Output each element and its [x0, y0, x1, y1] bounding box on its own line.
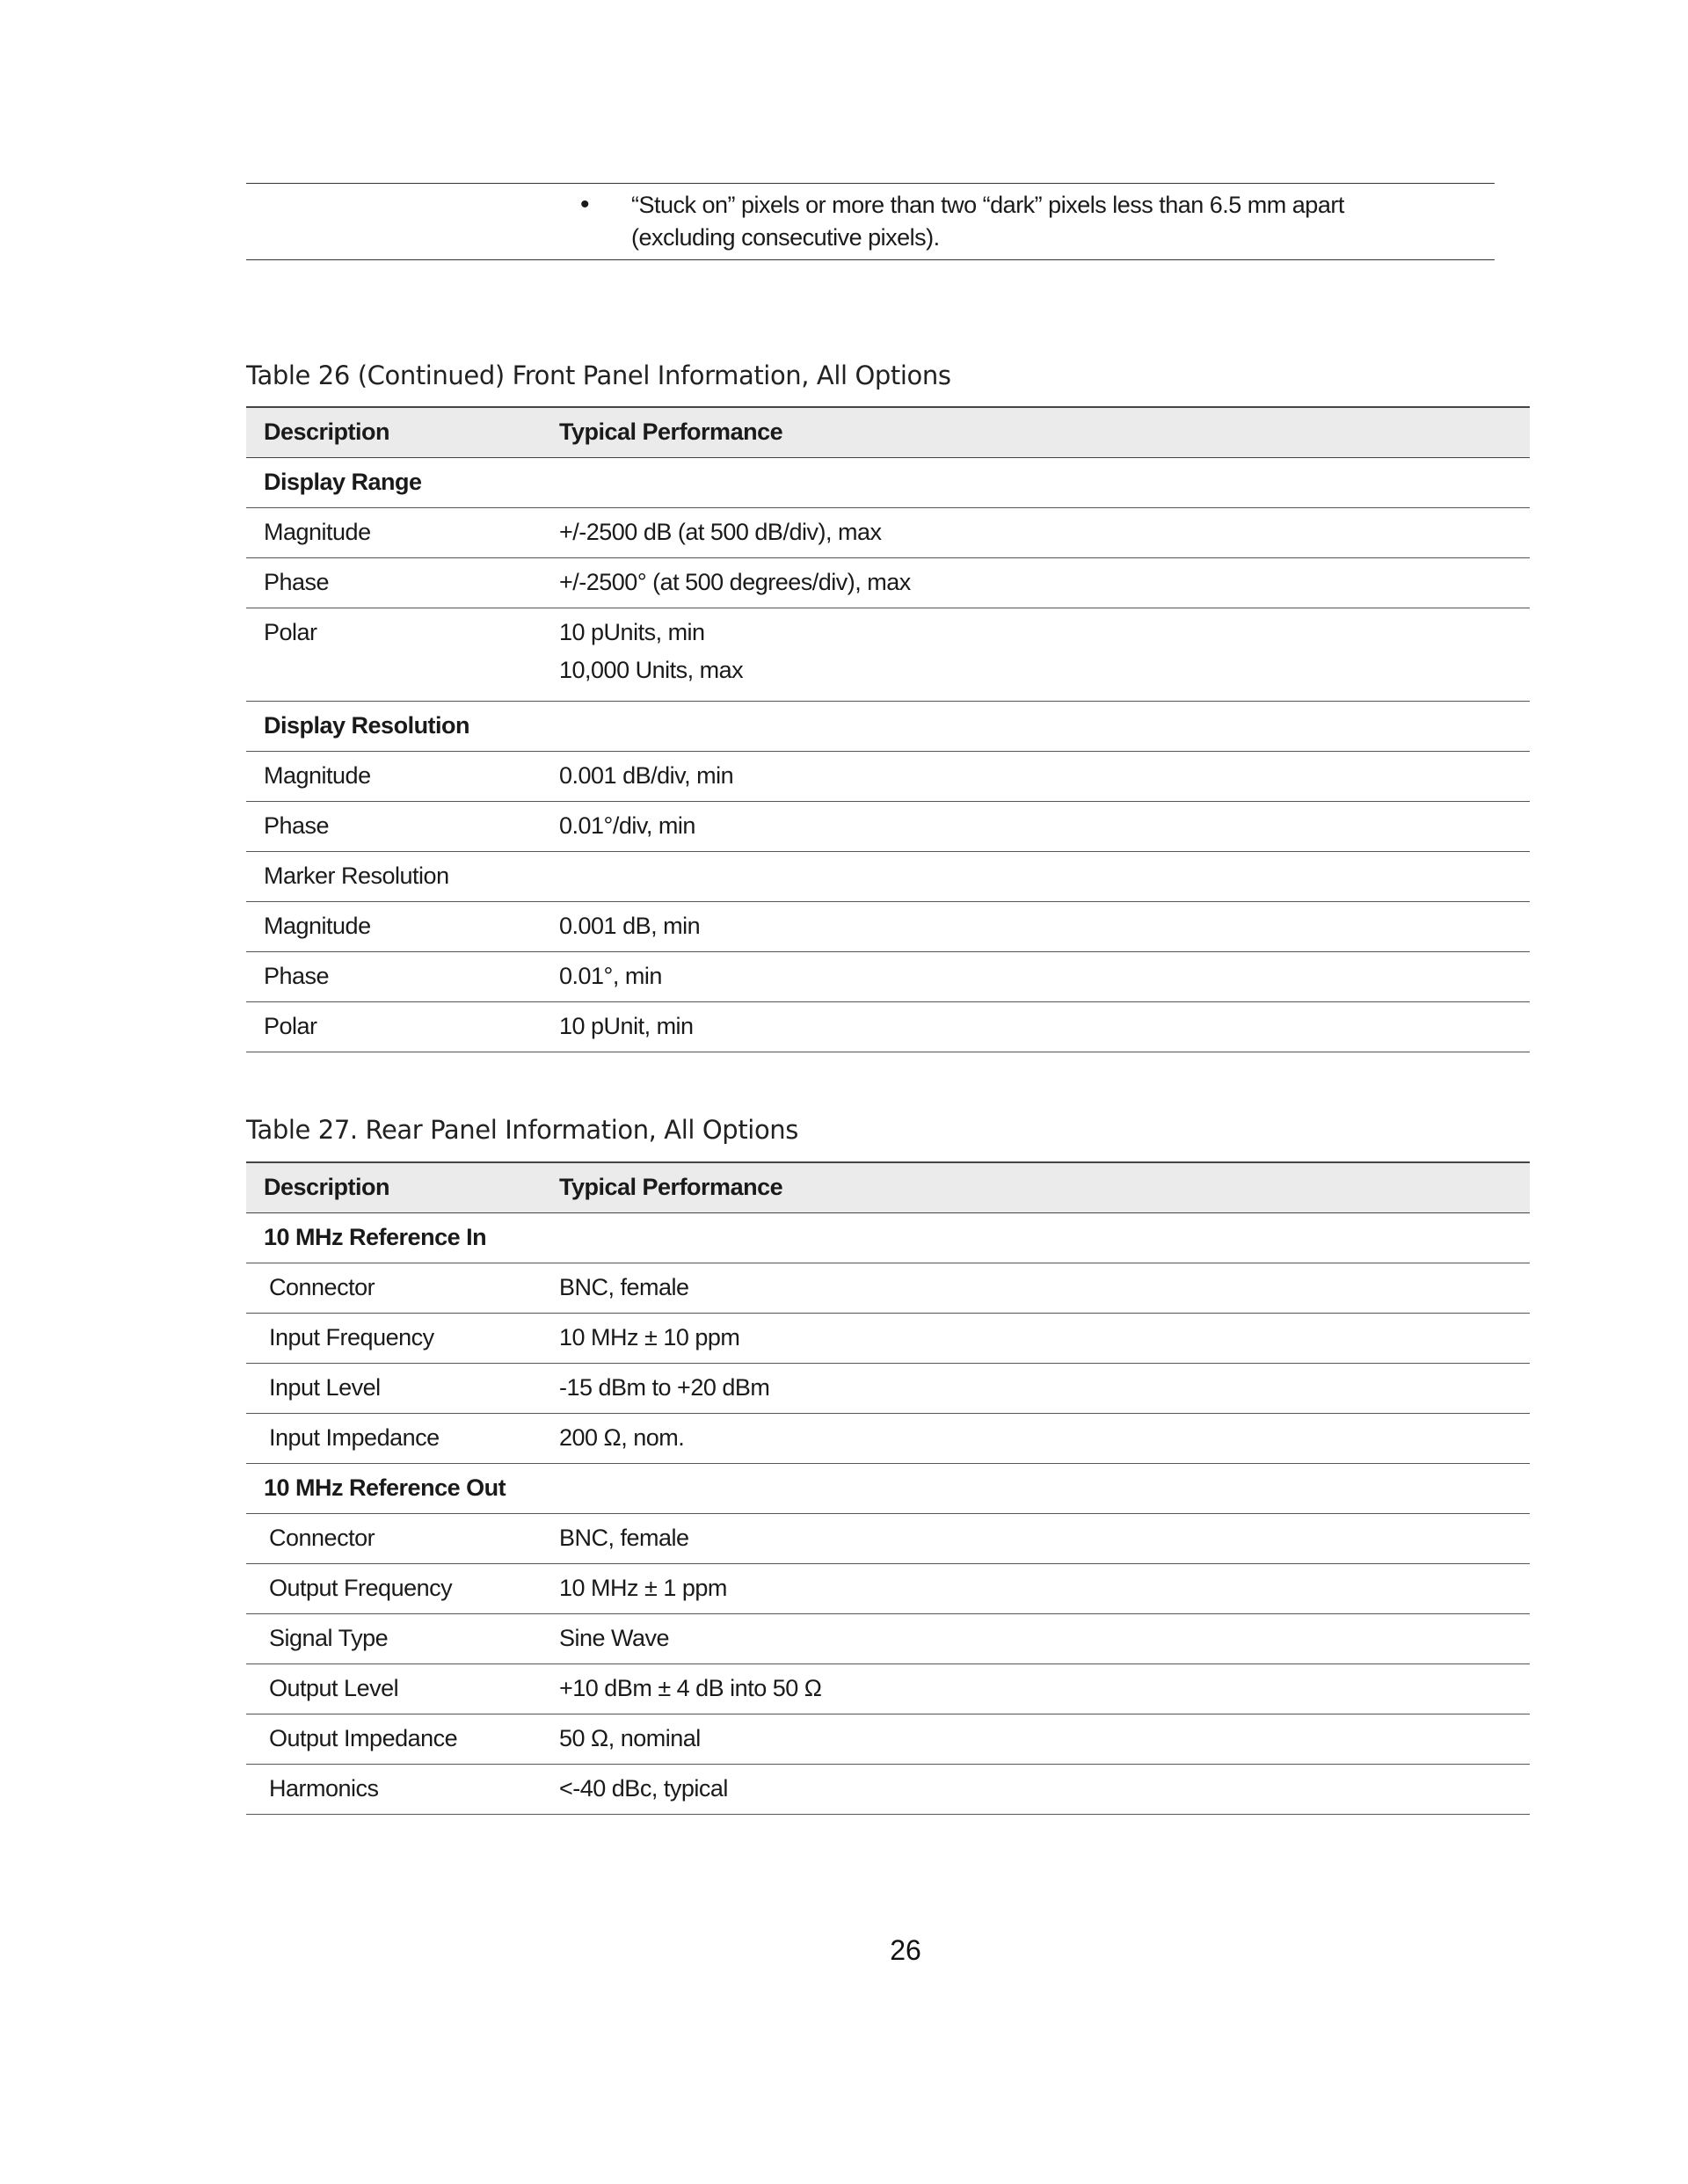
table-row	[246, 1764, 1530, 1814]
row-performance: 10 pUnit, min	[559, 1013, 694, 1039]
row-description: Input Impedance	[269, 1424, 440, 1451]
row-description: Magnitude	[264, 762, 371, 789]
table-row	[246, 801, 1530, 851]
table-row	[246, 1613, 1530, 1663]
row-description: Connector	[269, 1525, 375, 1551]
row-performance: +/-2500° (at 500 degrees/div), max	[559, 569, 911, 595]
row-performance	[559, 608, 1530, 701]
continuation-text	[631, 189, 1458, 254]
table-row	[246, 951, 1530, 1001]
header-performance: Typical Performance	[559, 419, 783, 446]
table-header-row	[246, 1162, 1530, 1212]
row-description: Output Level	[269, 1675, 399, 1701]
row-performance: 0.01°, min	[559, 963, 662, 989]
table-row	[246, 1714, 1530, 1764]
table-row	[246, 1463, 1530, 1513]
row-performance: 0.01°/div, min	[559, 812, 695, 839]
row-description: Harmonics	[269, 1775, 379, 1802]
table-row	[246, 1212, 1530, 1263]
row-description: Input Level	[269, 1374, 381, 1401]
row-performance: +/-2500 dB (at 500 dB/div), max	[559, 519, 882, 545]
row-performance	[559, 1463, 1530, 1513]
row-performance: -15 dBm to +20 dBm	[559, 1374, 770, 1401]
header-description: Description	[264, 1174, 390, 1201]
table-row	[246, 557, 1530, 608]
row-performance	[559, 1212, 1530, 1263]
table-row	[246, 1313, 1530, 1363]
row-description: Signal Type	[269, 1625, 389, 1651]
row-description: Display Resolution	[264, 712, 470, 739]
row-performance	[559, 851, 1530, 901]
row-description: Output Impedance	[269, 1725, 458, 1751]
continuation-line: (excluding consecutive pixels).	[631, 224, 940, 251]
row-description: Polar	[264, 618, 317, 645]
row-description: Output Frequency	[269, 1575, 453, 1601]
page-number: 26	[890, 1934, 921, 1966]
table-row	[246, 851, 1530, 901]
table-row	[246, 1263, 1530, 1313]
row-performance	[559, 457, 1530, 507]
row-description: Display Range	[264, 469, 422, 495]
table-26-caption: Table 26 (Continued) Front Panel Information, All Options	[246, 360, 951, 390]
row-performance	[559, 701, 1530, 751]
row-description: Connector	[269, 1274, 375, 1300]
row-performance: 10 MHz ± 1 ppm	[559, 1575, 727, 1601]
header-description: Description	[264, 419, 390, 446]
table-26	[246, 406, 1530, 1052]
continuation-table	[246, 183, 1495, 260]
table-header-row	[246, 407, 1530, 457]
header-performance: Typical Performance	[559, 1174, 783, 1201]
table-row	[246, 507, 1530, 557]
row-description: 10 MHz Reference In	[264, 1224, 487, 1250]
row-description: Magnitude	[264, 913, 371, 939]
table-row	[246, 751, 1530, 801]
bullet-icon: •	[580, 190, 590, 219]
row-performance: +10 dBm ± 4 dB into 50 Ω	[559, 1675, 822, 1701]
table-row	[246, 901, 1530, 951]
row-description: Phase	[264, 963, 330, 989]
table-row	[246, 1001, 1530, 1052]
table-27-caption: Table 27. Rear Panel Information, All Options	[246, 1115, 798, 1145]
performance-line: 10 pUnits, min	[559, 618, 705, 645]
performance-line: 10,000 Units, max	[559, 656, 744, 683]
row-performance: Sine Wave	[559, 1625, 670, 1651]
row-performance: <-40 dBc, typical	[559, 1775, 728, 1802]
row-performance: 200 Ω, nom.	[559, 1424, 685, 1451]
row-performance: 10 MHz ± 10 ppm	[559, 1324, 740, 1350]
row-performance: 50 Ω, nominal	[559, 1725, 701, 1751]
row-description: Input Frequency	[269, 1324, 434, 1350]
table-row	[246, 1363, 1530, 1413]
table-row	[246, 1413, 1530, 1463]
row-performance: BNC, female	[559, 1525, 689, 1551]
continuation-line: “Stuck on” pixels or more than two “dark” pixels less than 6.5 mm apart	[631, 192, 1344, 218]
row-performance: 0.001 dB/div, min	[559, 762, 734, 789]
row-description: Marker Resolution	[264, 863, 449, 889]
table-row	[246, 608, 1530, 701]
table-row	[246, 457, 1530, 507]
table-row	[246, 1663, 1530, 1714]
row-performance: BNC, female	[559, 1274, 689, 1300]
row-description: Phase	[264, 569, 330, 595]
row-description: Phase	[264, 812, 330, 839]
row-description: Magnitude	[264, 519, 371, 545]
table-row	[246, 1563, 1530, 1613]
table-row	[246, 701, 1530, 751]
table-row	[246, 1513, 1530, 1563]
row-description: 10 MHz Reference Out	[264, 1474, 506, 1501]
table-27	[246, 1161, 1530, 1815]
row-description: Polar	[264, 1013, 317, 1039]
row-performance: 0.001 dB, min	[559, 913, 701, 939]
